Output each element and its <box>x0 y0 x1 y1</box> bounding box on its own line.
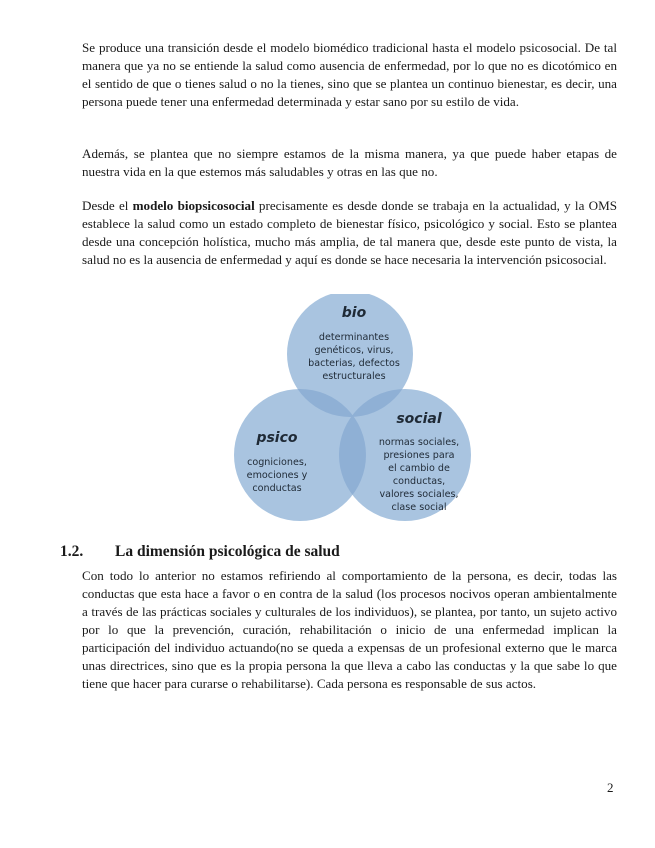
section-title: La dimensión psicológica de salud <box>115 543 340 560</box>
p3-bold-term: modelo biopsicosocial <box>132 198 255 213</box>
p3-text-after: precisamente es desde donde se trabaja en la actualidad, y la OMS establece la salud como un estado completo de bienestar físico, psicológico y social. Esto se plantea desde una concepción holística, mucho más amplia, de tal manera que, desde este punto de vista, la salud no es la ausencia de enfermedad y aquí es donde se hace necesaria la intervención psicosocial. <box>82 198 617 267</box>
social-label-line: conductas, <box>392 476 446 487</box>
bio-label-line: determinantes <box>318 332 390 343</box>
biopsychosocial-venn-diagram <box>220 294 500 532</box>
social-label-line: el cambio de <box>388 463 450 474</box>
social-label-line: clase social <box>391 502 447 513</box>
psico-label-line: conductas <box>252 483 302 494</box>
paragraph-transition-model: Se produce una transición desde el modelo biomédico tradicional hasta el modelo psicosocial. De tal manera que ya no se entiende la salud como ausencia de enfermedad, por lo que no es dicotómico en el sentido de que o tienes salud o no la tienes, sino que se plantea un continuo bienestar, es decir, una persona puede tener una enfermedad determinada y estar sano por su estilo de vida. <box>82 40 617 109</box>
paragraph-life-stages: Además, se plantea que no siempre estamos de la misma manera, ya que puede haber etapas de nuestra vida en la que estemos más saludables y otras en las que no. <box>82 146 617 179</box>
social-label-line: normas sociales, <box>378 437 460 448</box>
page-number: 2 <box>607 780 614 795</box>
psico-label-line: emociones y <box>246 470 308 481</box>
psico-label-line: cogniciones, <box>247 457 307 468</box>
social-label-line: presiones para <box>383 450 455 461</box>
section-heading <box>60 542 340 562</box>
social-label-line: valores sociales, <box>379 489 459 500</box>
bio-label-line: genéticos, virus, <box>314 345 394 356</box>
section-number: 1.2. <box>60 543 84 560</box>
social-title: social <box>396 411 442 427</box>
psico-title: psico <box>256 430 298 446</box>
bio-label-line: estructurales <box>322 371 386 382</box>
bio-title: bio <box>341 305 367 321</box>
bio-label-line: bacterias, defectos <box>308 358 400 369</box>
paragraph-biopsychosocial <box>82 197 617 269</box>
p3-text-before: Desde el <box>82 198 133 213</box>
paragraph-psychological-dimension: Con todo lo anterior no estamos refiriendo al comportamiento de la persona, es decir, todas las conductas que esta hace a favor o en contra de la salud (los procesos nocivos operan ambientalmente a través de las prácticas sociales y culturales de los individuos), se plantea, por tanto, un sujeto activo por lo que la prevención, curación, rehabilitación o inicio de una enfermedad implican la participación del individuo actuando(no se queda a expensas de un profesional externo que le marca unas directrices, sino que es la propia persona la que lleva a cabo las conductas y la que sabe lo que tiene que hacer para curarse o rehabilitarse). Cada persona es responsable de sus actos. <box>82 568 617 691</box>
